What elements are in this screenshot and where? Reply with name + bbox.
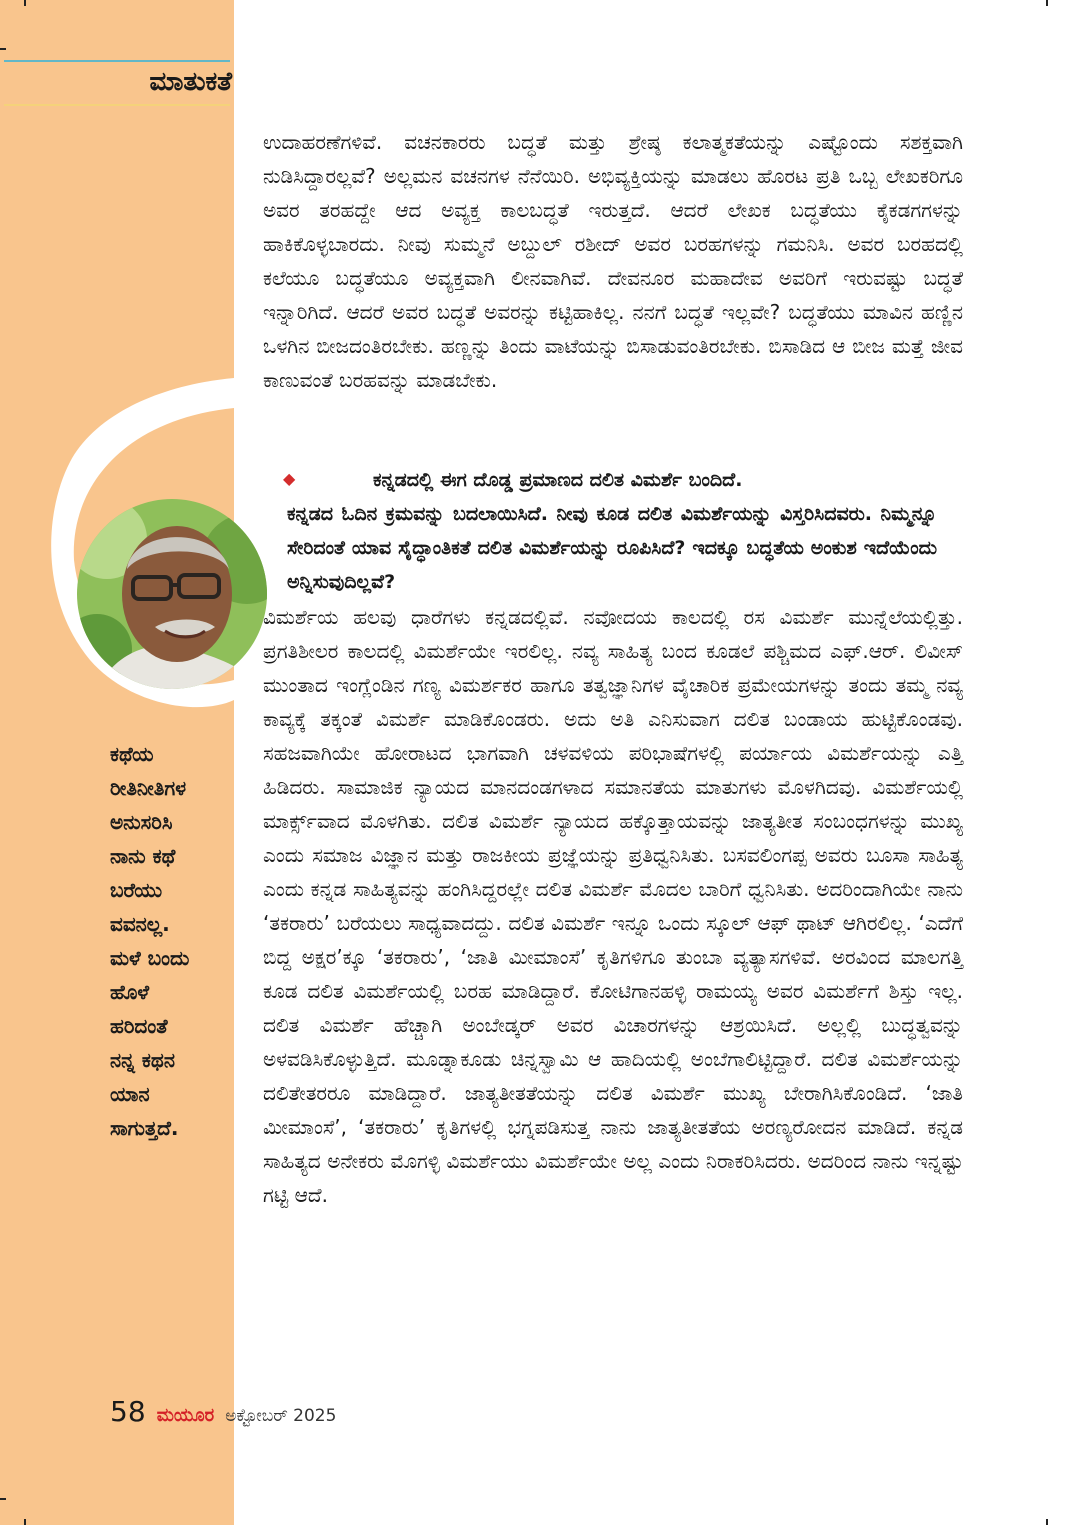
question-line1: ಕನ್ನಡದಲ್ಲಿ ಈಗ ದೊಡ್ಡ ಪ್ರಮಾಣದ ದಲಿತ ವಿಮರ್ಶೆ ಬಂದಿದೆ. [373, 469, 743, 491]
pull-quote [110, 737, 230, 1145]
pull-quote-line: ನನ್ನ ಕಥನ [110, 1048, 175, 1072]
intro-paragraph [263, 125, 963, 397]
author-portrait [77, 499, 267, 689]
interview-question [287, 463, 937, 599]
answer-paragraph [263, 600, 963, 1212]
crop-mark [24, 1519, 26, 1525]
crop-mark [1046, 1519, 1048, 1525]
magazine-name: ಮಯೂರ [156, 1405, 215, 1426]
page-number: 58 [110, 1395, 146, 1428]
pull-quote-line: ಯಾನ [110, 1082, 150, 1106]
intro-text: ಉದಾಹರಣೆಗಳಿವೆ. ವಚನಕಾರರು ಬದ್ಧತೆ ಮತ್ತು ಶ್ರೇಷ್ಠ ಕಲಾತ್ಮಕತೆಯನ್ನು ಎಷ್ಟೊಂದು ಸಶಕ್ತವಾಗಿ ನುಡಿಸಿದ್ದಾರಲ್ಲವೆ? ಅಲ್ಲಮನ ವಚನಗಳ ನೆನೆಯಿರಿ. ಅಭಿವ್ಯಕ್ತಿಯನ್ನು ಮಾಡಲು ಹೊರಟ ಪ್ರತಿ ಒಬ್ಬ ಲೇಖಕರಿಗೂ ಅವರ ತರಹದ್ದೇ ಆದ ಅವ್ಯಕ್ತ ಕಾಲಬದ್ಧತೆ ಇರುತ್ತದೆ. ಆದರೆ ಲೇಖಕ ಬದ್ಧತೆಯು ಕೈಕಡಗಗಳನ್ನು ಹಾಕಿಕೊಳ್ಳಬಾರದು. ನೀವು ಸುಮ್ಮನೆ ಅಬ್ದುಲ್ ರಶೀದ್ ಅವರ ಬರಹಗಳನ್ನು ಗಮನಿಸಿ. ಅವರ ಬರಹದಲ್ಲಿ ಕಲೆಯೂ ಬದ್ಧತೆಯೂ ಅವ್ಯಕ್ತವಾಗಿ ಲೀನವಾಗಿವೆ. ದೇವನೂರ ಮಹಾದೇವ ಅವರಿಗೆ ಇರುವಷ್ಟು ಬದ್ಧತೆ ಇನ್ನಾರಿಗಿದೆ. ಆದರೆ ಅವರ ಬದ್ಧತೆ ಅವರನ್ನು ಕಟ್ಟಿಹಾಕಿಲ್ಲ. ನನಗೆ ಬದ್ಧತೆ ಇಲ್ಲವೇ? ಬದ್ಧತೆಯು ಮಾವಿನ ಹಣ್ಣಿನ ಒಳಗಿನ ಬೀಜದಂತಿರಬೇಕು. ಹಣ್ಣನ್ನು ತಿಂದು ವಾಟೆಯನ್ನು ಬಿಸಾಡುವಂತಿರಬೇಕು. ಬಿಸಾಡಿದ ಆ ಬೀಜ ಮತ್ತೆ ಜೀವ ಕಾಣುವಂತೆ ಬರಹವನ್ನು ಮಾಡಬೇಕು. [263, 130, 963, 392]
pull-quote-line: ನಾನು ಕಥೆ [110, 844, 176, 868]
crop-mark [0, 1498, 6, 1500]
pull-quote-line: ರೀತಿನೀತಿಗಳ [110, 776, 187, 800]
pull-quote-line: ವವನಲ್ಲ. [110, 912, 170, 936]
pull-quote-line: ಕಥೆಯ [110, 742, 154, 766]
pull-quote-line: ಮಳೆ ಬಂದು [110, 946, 190, 970]
pull-quote-line: ಬರೆಯು [110, 878, 163, 902]
pull-quote-line: ಹರಿದಂತೆ [110, 1014, 168, 1038]
page-footer [110, 1392, 336, 1432]
section-title: ಮಾತುಕತೆ [149, 67, 232, 97]
pull-quote-line: ಸಾಗುತ್ತದೆ. [110, 1116, 179, 1140]
pull-quote-line: ಹೊಳೆ [110, 980, 150, 1004]
pull-quote-line: ಅನುಸರಿಸಿ [110, 810, 173, 834]
portrait-image [77, 499, 267, 689]
issue-date: ಅಕ್ಟೋಬರ್ 2025 [225, 1406, 337, 1426]
question-bullet-icon: ◆ [283, 469, 296, 488]
question-rest: ಕನ್ನಡದ ಓದಿನ ಕ್ರಮವನ್ನು ಬದಲಾಯಿಸಿದೆ. ನೀವು ಕೂಡ ದಲಿತ ವಿಮರ್ಶೆಯನ್ನು ವಿಸ್ತರಿಸಿದವರು. ನಿಮ್ಮನ್ನೂ ಸೇರಿದಂತೆ ಯಾವ ಸೈದ್ಧಾಂತಿಕತೆ ದಲಿತ ವಿಮರ್ಶೆಯನ್ನು ರೂಪಿಸಿದೆ? ಇದಕ್ಕೂ ಬದ್ಧತೆಯ ಅಂಕುಶ ಇದೆಯೆಂದು ಅನ್ನಿಸುವುದಿಲ್ಲವೆ? [287, 503, 937, 593]
answer-text: ವಿಮರ್ಶೆಯ ಹಲವು ಧಾರೆಗಳು ಕನ್ನಡದಲ್ಲಿವೆ. ನವೋದಯ ಕಾಲದಲ್ಲಿ ರಸ ವಿಮರ್ಶೆ ಮುನ್ನೆಲೆಯಲ್ಲಿತ್ತು. ಪ್ರಗತಿಶೀಲರ ಕಾಲದಲ್ಲಿ ವಿಮರ್ಶೆಯೇ ಇರಲಿಲ್ಲ. ನವ್ಯ ಸಾಹಿತ್ಯ ಬಂದ ಕೂಡಲೆ ಪಶ್ಚಿಮದ ಎಫ್.ಆರ್. ಲಿವೀಸ್ ಮುಂತಾದ ಇಂಗ್ಲೆಂಡಿನ ಗಣ್ಯ ವಿಮರ್ಶಕರ ಹಾಗೂ ತತ್ವಜ್ಞಾನಿಗಳ ವೈಚಾರಿಕ ಪ್ರಮೇಯಗಳನ್ನು ತಂದು ತಮ್ಮ ನವ್ಯ ಕಾವ್ಯಕ್ಕೆ ತಕ್ಕಂತೆ ವಿಮರ್ಶೆ ಮಾಡಿಕೊಂಡರು. ಅದು ಅತಿ ಎನಿಸುವಾಗ ದಲಿತ ಬಂಡಾಯ ಹುಟ್ಟಿಕೊಂಡವು. ಸಹಜವಾಗಿಯೇ ಹೋರಾಟದ ಭಾಗವಾಗಿ ಚಳವಳಿಯ ಪರಿಭಾಷೆಗಳಲ್ಲಿ ಪರ್ಯಾಯ ವಿಮರ್ಶೆಯನ್ನು ಎತ್ತಿ ಹಿಡಿದರು. ಸಾಮಾಜಿಕ ನ್ಯಾಯದ ಮಾನದಂಡಗಳಾದ ಸಮಾನತೆಯ ಮಾತುಗಳು ಮೊಳಗಿದವು. ವಿಮರ್ಶೆಯಲ್ಲಿ ಮಾರ್ಕ್ಸ್‌ವಾದ ಮೊಳಗಿತು. ದಲಿತ ವಿಮರ್ಶೆ ನ್ಯಾಯದ ಹಕ್ಕೊತ್ತಾಯವನ್ನು ಜಾತ್ಯತೀತ ಸಂಬಂಧಗಳನ್ನು ಮುಖ್ಯ ಎಂದು ಸಮಾಜ ವಿಜ್ಞಾನ ಮತ್ತು ರಾಜಕೀಯ ಪ್ರಜ್ಞೆಯನ್ನು ಪ್ರತಿಧ್ವನಿಸಿತು. ಬಸವಲಿಂಗಪ್ಪ ಅವರು ಬೂಸಾ ಸಾಹಿತ್ಯ ಎಂದು ಕನ್ನಡ ಸಾಹಿತ್ಯವನ್ನು ಹಂಗಿಸಿದ್ದರಲ್ಲೇ ದಲಿತ ವಿಮರ್ಶೆ ಮೊದಲ ಬಾರಿಗೆ ಧ್ವನಿಸಿತು. ಅದರಿಂದಾಗಿಯೇ ನಾನು ‘ತಕರಾರು’ ಬರೆಯಲು ಸಾಧ್ಯವಾದದ್ದು. ದಲಿತ ವಿಮರ್ಶೆ ಇನ್ನೂ ಒಂದು ಸ್ಕೂಲ್ ಆಫ್ ಥಾಟ್ ಆಗಿರಲಿಲ್ಲ. ‘ಎದೆಗೆ ಬಿದ್ದ ಅಕ್ಷರ’ಕ್ಕೂ ‘ತಕರಾರು’, ‘ಜಾತಿ ಮೀಮಾಂಸೆ’ ಕೃತಿಗಳಿಗೂ ತುಂಬಾ ವ್ಯತ್ಯಾಸಗಳಿವೆ. ಅರವಿಂದ ಮಾಲಗತ್ತಿ ಕೂಡ ದಲಿತ ವಿಮರ್ಶೆಯಲ್ಲಿ ಬರಹ ಮಾಡಿದ್ದಾರೆ. ಕೋಟಿಗಾನಹಳ್ಳಿ ರಾಮಯ್ಯ ಅವರ ವಿಮರ್ಶೆಗೆ ಶಿಸ್ತು ಇಲ್ಲ. ದಲಿತ ವಿಮರ್ಶೆ ಹೆಚ್ಚಾಗಿ ಅಂಬೇಡ್ಕರ್ ಅವರ ವಿಚಾರಗಳನ್ನು ಆಶ್ರಯಿಸಿದೆ. ಅಲ್ಲಲ್ಲಿ ಬುದ್ಧತ್ವವನ್ನು ಅಳವಡಿಸಿಕೊಳ್ಳುತ್ತಿದೆ. ಮೂಡ್ನಾಕೂಡು ಚಿನ್ನಸ್ವಾಮಿ ಆ ಹಾದಿಯಲ್ಲಿ ಅಂಬೆಗಾಲಿಟ್ಟಿದ್ದಾರೆ. ದಲಿತ ವಿಮರ್ಶೆಯನ್ನು ದಲಿತೇತರರೂ ಮಾಡಿದ್ದಾರೆ. ಜಾತ್ಯತೀತತೆಯನ್ನು ದಲಿತ ವಿಮರ್ಶೆ ಮುಖ್ಯ ಬೇರಾಗಿಸಿಕೊಂಡಿದೆ. ‘ಜಾತಿ ಮೀಮಾಂಸೆ’, ‘ತಕರಾರು’ ಕೃತಿಗಳಲ್ಲಿ ಭಗ್ನಪಡಿಸುತ್ತ ನಾನು ಜಾತ್ಯತೀತತೆಯ ಅರಣ್ಯರೋದನ ಮಾಡಿದೆ. ಕನ್ನಡ ಸಾಹಿತ್ಯದ ಅನೇಕರು ಮೊಗಳ್ಳಿ ವಿಮರ್ಶೆಯು ವಿಮರ್ಶೆಯೇ ಅಲ್ಲ ಎಂದು ನಿರಾಕರಿಸಿದರು. ಅದರಿಂದ ನಾನು ಇನ್ನಷ್ಟು ಗಟ್ಟಿ ಆದೆ. [263, 605, 963, 1207]
crop-mark [1046, 0, 1048, 6]
